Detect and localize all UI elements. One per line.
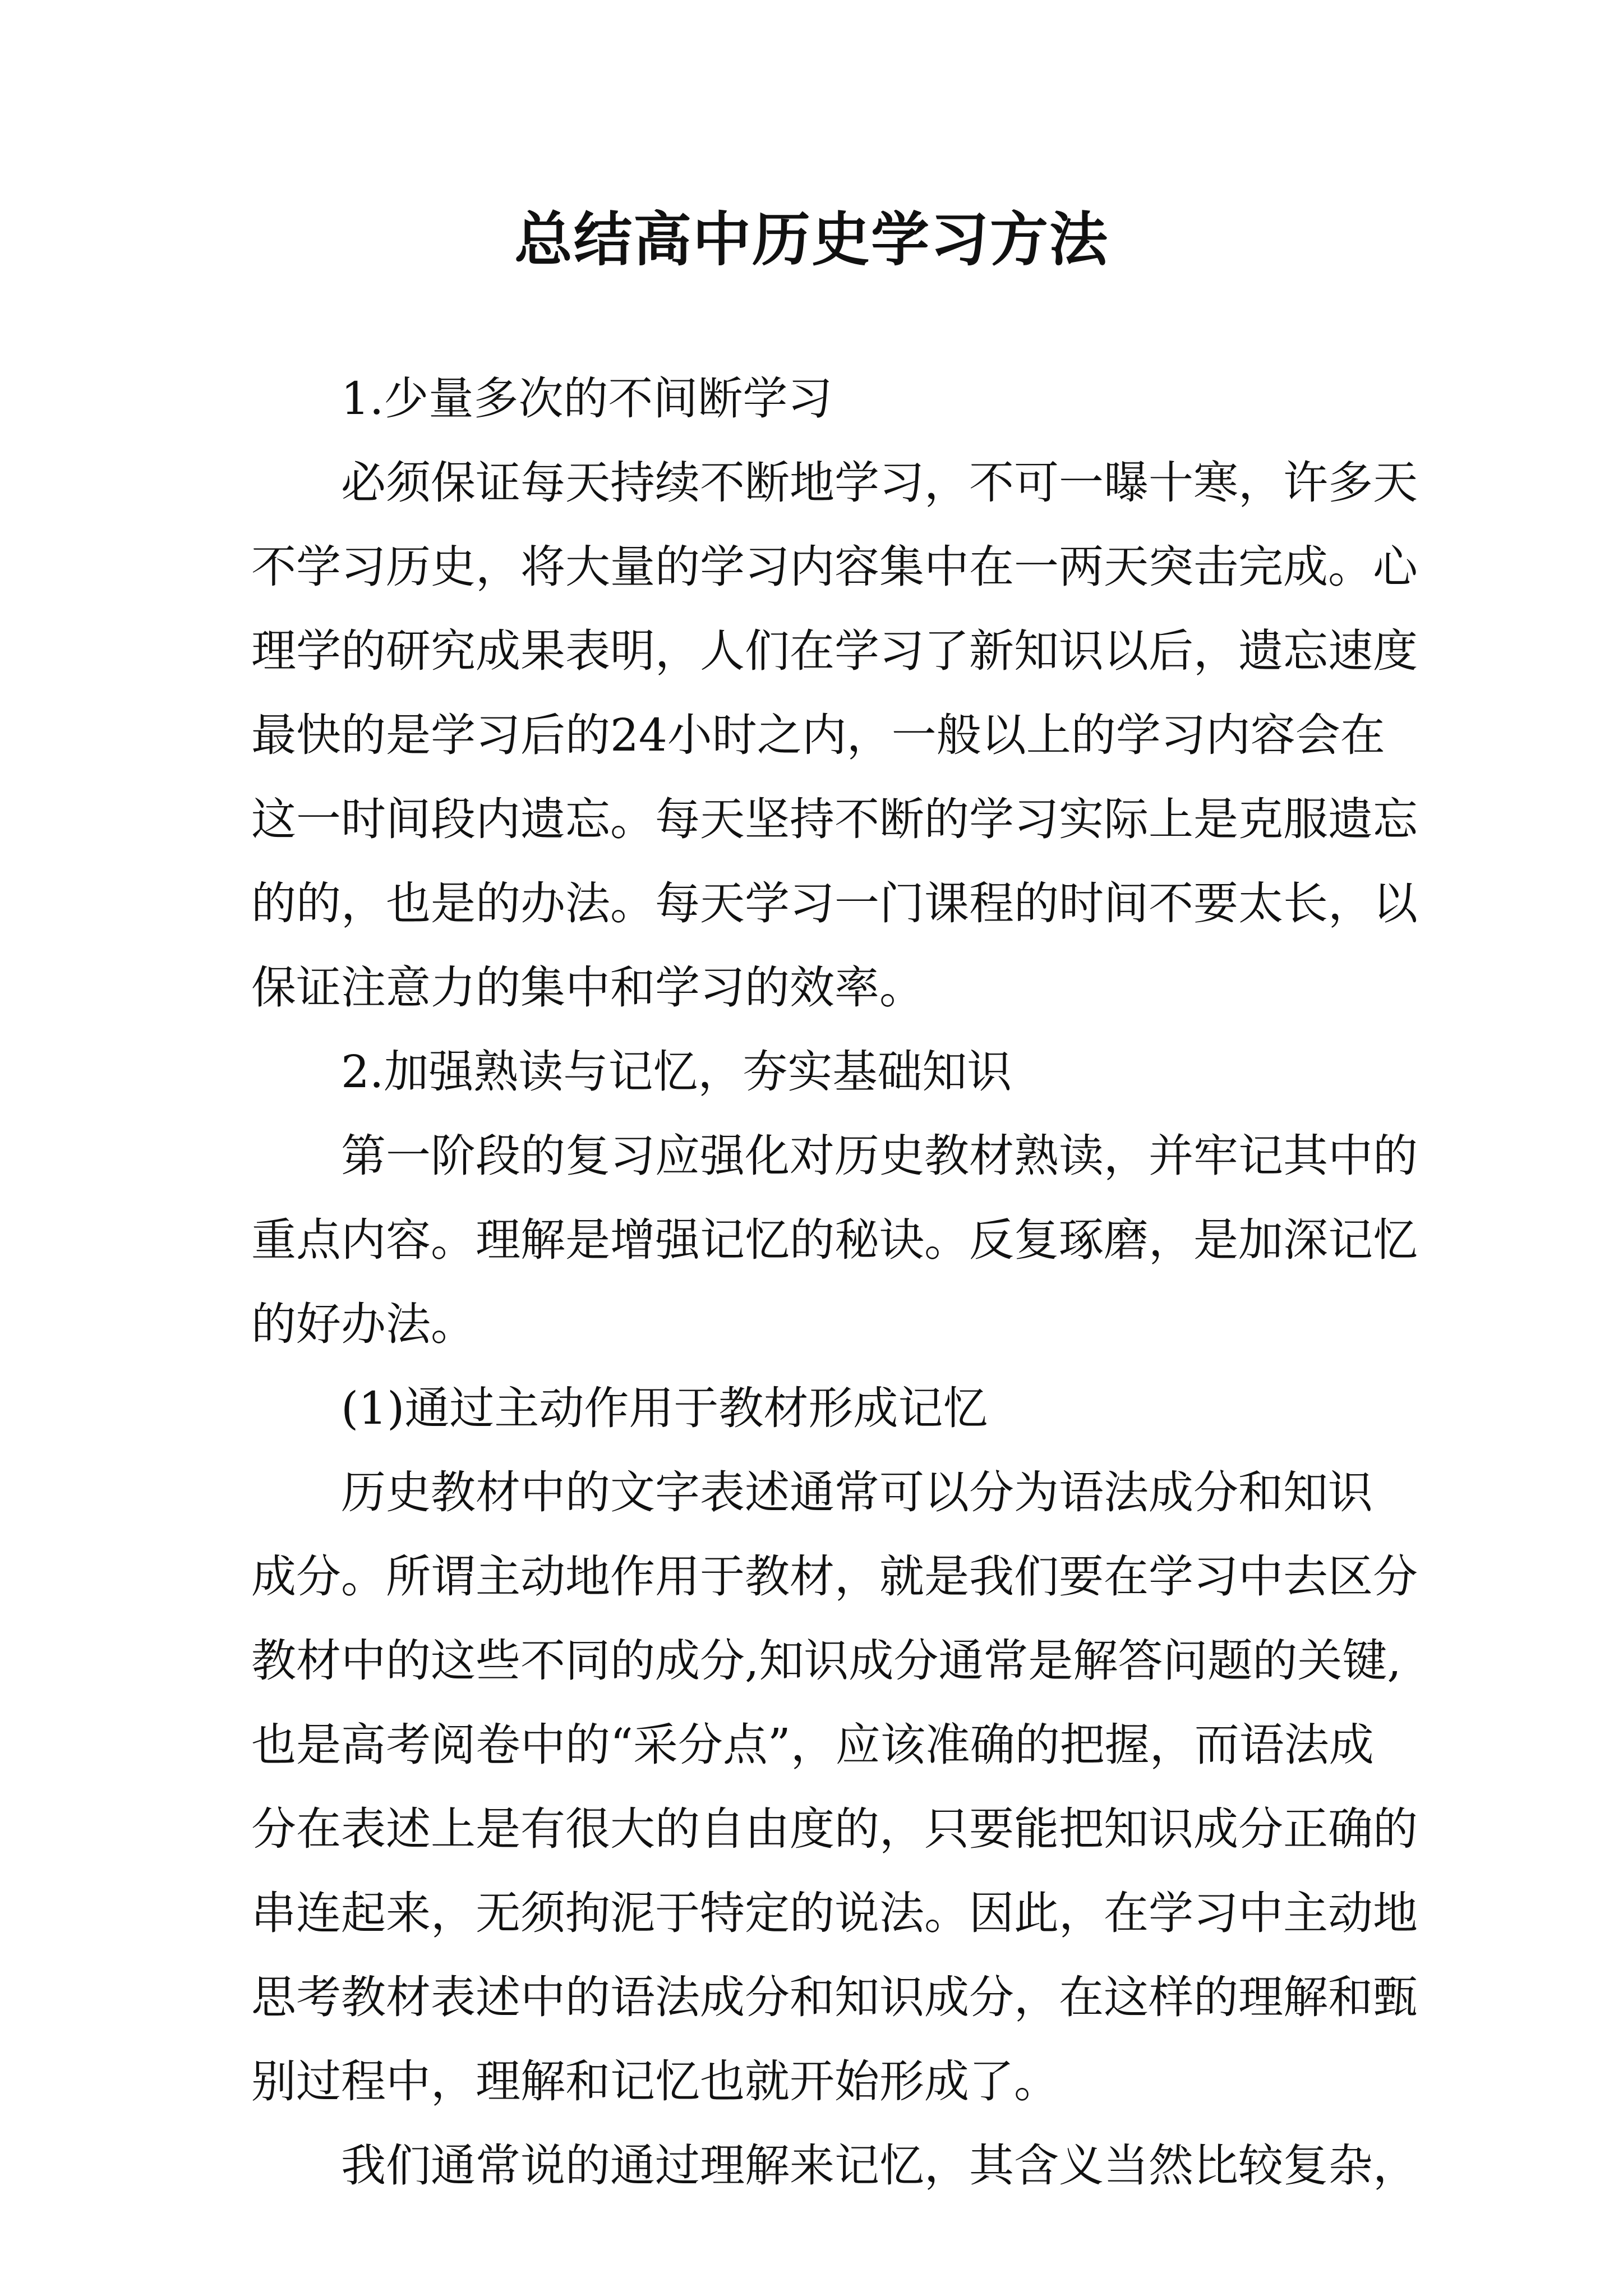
body-line: 这一时间段内遗忘。每天坚持不断的学习实际上是克服遗忘 (251, 793, 1418, 845)
body-line: 历史教材中的文字表述通常可以分为语法成分和知识 (341, 1466, 1373, 1519)
body-line: 教材中的这些不同的成分,知识成分通常是解答问题的关键, (251, 1635, 1401, 1687)
body-line: 的的，也是的办法。每天学习一门课程的时间不要太长，以 (251, 877, 1418, 930)
body-line: 不学习历史，将大量的学习内容集中在一两天突击完成。心 (251, 541, 1418, 593)
body-line: 的好办法。 (251, 1298, 476, 1350)
section-heading-1: 1.少量多次的不间断学习 (341, 372, 833, 425)
body-line: 成分。所谓主动地作用于教材，就是我们要在学习中去区分 (251, 1550, 1418, 1603)
body-line: 别过程中，理解和记忆也就开始形成了。 (251, 2055, 1059, 2108)
body-line: 第一阶段的复习应强化对历史教材熟读，并牢记其中的 (341, 1130, 1418, 1182)
body-line: 串连起来，无须拘泥于特定的说法。因此，在学习中主动地 (251, 1887, 1418, 1939)
document-title: 总结高中历史学习方法 (514, 205, 1109, 274)
body-line: 必须保证每天持续不断地学习，不可一曝十寒，许多天 (341, 457, 1418, 509)
body-line: 保证注意力的集中和学习的效率。 (251, 961, 924, 1014)
body-line: 分在表述上是有很大的自由度的，只要能把知识成分正确的 (251, 1803, 1418, 1855)
body-line: 重点内容。理解是增强记忆的秘诀。反复琢磨，是加深记忆 (251, 1214, 1418, 1266)
body-line: 最快的是学习后的24小时之内，一般以上的学习内容会在 (251, 709, 1385, 761)
body-line: 理学的研究成果表明，人们在学习了新知识以后，遗忘速度 (251, 625, 1418, 677)
body-line: 我们通常说的通过理解来记忆，其含义当然比较复杂， (341, 2139, 1418, 2192)
body-line: 思考教材表述中的语法成分和知识成分，在这样的理解和甄 (251, 1971, 1418, 2023)
body-line: 也是高考阅卷中的“采分点”，应该准确的把握，而语法成 (251, 1719, 1374, 1771)
section-heading-2: 2.加强熟读与记忆，夯实基础知识 (341, 1046, 1012, 1098)
subsection-heading-1: (1)通过主动作用于教材形成记忆 (341, 1382, 988, 1434)
